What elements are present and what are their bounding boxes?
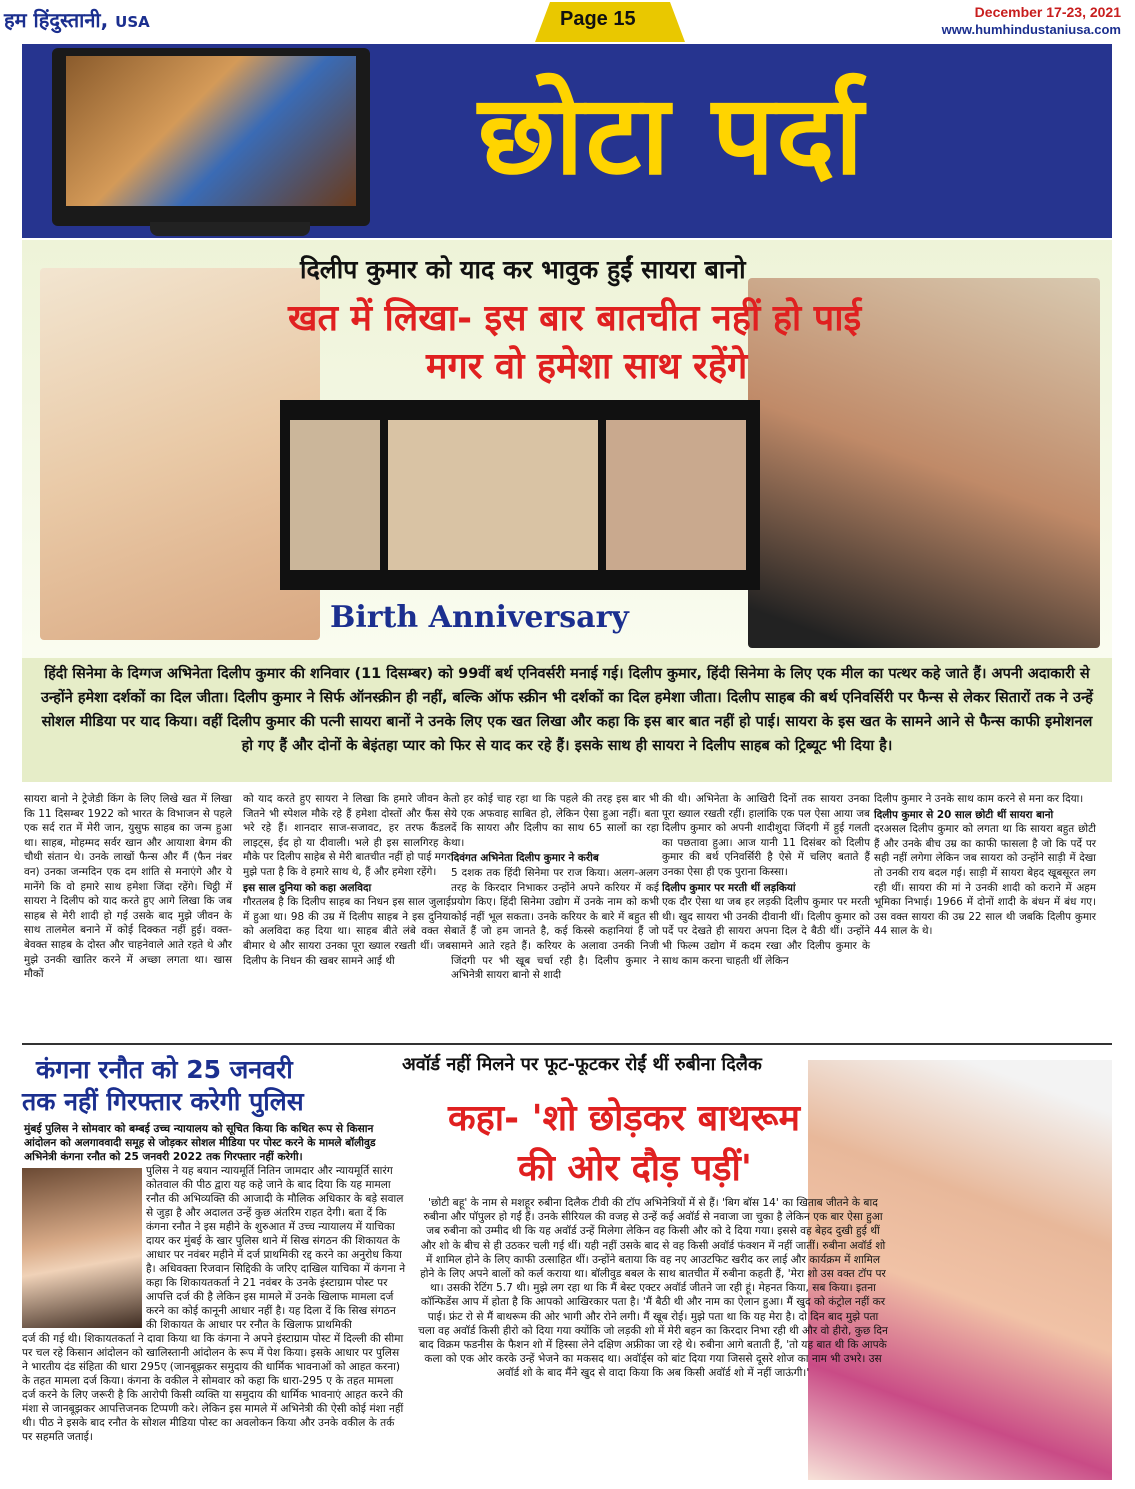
issue-date: December 17-23, 2021	[974, 4, 1121, 20]
website-link[interactable]: www.humhindustaniusa.com	[941, 22, 1121, 37]
column-subheading: दिलीप कुमार पर मरती थीं लड़कियां	[662, 881, 796, 894]
film-frame-photo	[606, 420, 746, 570]
article-column	[451, 792, 659, 983]
column-paragraph: 5 दशक तक हिंदी सिनेमा पर राज किया। अलग-अलग तरह के किरदार निभाकर उन्होंने अपने करियर में कई प्रयोग किए। हिंदी सिनेमा उद्योग में उनके नाम को कभी कोई नहीं भूल सकता। उनके करियर के बारे में बहुत सी बातें हैं जो हम जानते है, कई किस्से कहानियां हैं जो सामने आते रहते हैं। करियर के अलावा उनकी निजी जिंदगी पर भी खूब चर्चा रही है। दिलीप कुमार ने अभिनेत्री सायरा बानो से शादी	[451, 866, 659, 982]
kangana-headline-line2: तक नहीं गिरफ्तार करेगी पुलिस	[22, 1087, 304, 1116]
column-subheading: दिवंगत अभिनेता दिलीप कुमार ने करीब	[451, 852, 599, 865]
kangana-photo	[22, 1168, 142, 1328]
rubina-kicker: अवॉर्ड नहीं मिलने पर फूट-फूटकर रोईं थीं रुबीना दिलैक	[402, 1054, 762, 1075]
tv-stand	[150, 222, 310, 236]
article-column	[874, 792, 1096, 939]
column-paragraph: की थी। अभिनेता के आखिरी दिनों तक सायरा उनका पूरा ख्याल रखती रहीं। हालांकि एक पल ऐसा आया जब दिलीप कुमार को अपनी शादीशुदा जिंदगी में हुई गलती का पछतावा हुआ। आज यानी 11 दिसंबर को दिलीप कुमार की बर्थ एनिवर्सिरी है ऐसे में चलिए बताते हैं उनका ऐसा ही एक पुराना किस्सा।	[662, 793, 870, 878]
photo-caption: Birth Anniversary	[330, 600, 629, 635]
kangana-body: पुलिस ने यह बयान न्यायमूर्ति नितिन जामदार और न्यायमूर्ति सारंग कोतवाल की पीठ द्वारा यह कहे जाने के बाद दिया कि यह मामला रनौत की अभिव्यक्ति की आजादी के मौलिक अधिकार के बड़े सवाल से जुड़ा है और अदालत उन्हें कुछ अंतरिम राहत देगी। बता दें कि कंगना रनौत ने इस महीने के शुरुआत में उच्च न्यायालय में याचिका दायर कर मुंबई के खार पुलिस थाने में सिख संगठन की शिकायत के आधार पर नवंबर महीने में दर्ज प्राथमिकी रद्द करने का अनुरोध किया है। अधिवक्ता रिजवान सिद्दिकी के जरिए दाखिल याचिका में कंगना ने कहा कि शिकायतकर्ता ने 21 नवंबर के उनके इंस्टाग्राम पोस्ट पर आपत्ति दर्ज की है लेकिन इस मामले में उनके खिलाफ मामला दर्ज करने का कोई कानूनी आधार नहीं है। यह दिला दें कि सिख संगठन की शिकायत के आधार पर रनौत के खिलाफ प्राथमिकी	[146, 1165, 406, 1331]
column-subheading: दिलीप कुमार से 20 साल छोटी थीं सायरा बानो	[874, 808, 1054, 821]
kangana-headline: कंगना रनौत को 25 जनवरी	[36, 1055, 293, 1084]
column-paragraph: दरअसल दिलीप कुमार को लगता था कि सायरा बहुत छोटी हैं और उनके बीच उम्र का काफी फासला है जो कि पर्दे पर सही नहीं लगेगा लेकिन जब सायरा को उन्होंने साड़ी में देखा तो उनकी राय बदल गई। साड़ी में सायरा बेहद खूबसूरत लग रही थीं। सायरा की मां ने उनकी शादी को कराने में अहम भूमिका निभाई। 1966 में दोनों शादी के बंधन में बंध गए। उस वक्त सायरा की उम्र 22 साल थी जबकि दिलीप कुमार 44 साल के थे।	[874, 823, 1096, 938]
column-paragraph: को याद करते हुए सायरा ने लिखा कि हमारे जीवन के जितने भी स्पेशल मौके रहे हैं हमेशा दोस्तों और फैंस से भरे रहे हैं। शानदार साज-सजावट, हर तरफ कैंडल लाइट्स, ईद हो या दीवाली। भले ही इस सालगिरह के मौके पर दिलीप साहेब से मेरी बातचीत नहीं हो पाई मगर मुझे पता है कि वे हमारे साथ थे, हैं और हमेशा रहेंगे।	[243, 793, 451, 878]
kangana-body-continued: दर्ज की गई थी। शिकायतकर्ता ने दावा किया था कि कंगना ने अपने इंस्टाग्राम पोस्ट में दिल्ली की सीमा पर चल रहे किसान आंदोलन को खालिस्तानी आंदोलन के रूप में पेश किया। इसके आधार पर पुलिस ने भारतीय दंड संहिता की धारा 295ए (जानबूझकर समुदाय की धार्मिक भावनाओं को आहत करना) के तहत मामला दर्ज किया। कंगना के वकील ने सोमवार को कहा कि धारा-295 ए के तहत मामला दर्ज करने के लिए जरूरी है कि आरोपी किसी व्यक्ति या समुदाय की धार्मिक भावनाएं आहत करने की मंशा से जानबूझकर आपत्तिजनक टिप्पणी करे। लेकिन इस मामले में अभिनेत्री की ऐसी कोई मंशा नहीं थी। पीठ ने इसके बाद रनौत के सोशल मीडिया पोस्ट का अवलोकन किया और उनके वकील के तर्क पर सहमति जताई।	[22, 1333, 404, 1443]
tv-screen-photo	[66, 56, 356, 206]
article-column	[243, 792, 451, 968]
rubina-headline-line2: की ओर दौड़ पड़ीं'	[518, 1148, 752, 1189]
article-column	[662, 792, 870, 968]
newspaper-region: USA	[115, 13, 150, 31]
section-title: छोटा पर्दा	[478, 71, 866, 199]
intro-paragraph: हिंदी सिनेमा के दिग्गज अभिनेता दिलीप कुमार की शनिवार (11 दिसम्बर) को 99वीं बर्थ एनिवर्सरी मनाई गई। दिलीप कुमार, हिंदी सिनेमा के लिए एक मील का पत्थर कहे जाते हैं। अपनी अदाकारी से उन्होंने हमेशा दर्शकों का दिल जीता। दिलीप कुमार ने सिर्फ ऑनस्क्रीन ही नहीं, बल्कि ऑफ स्क्रीन भी दर्शकों का दिल हमेशा जीता। दिलीप साहब की बर्थ एनिवर्सिरी पर फैन्स से लेकर सितारों तक ने उन्हें सोशल मीडिया पर याद किया। वहीं दिलीप कुमार की पत्नी सायरा बानों ने उनके लिए एक खत लिखा और कहा कि इस बार बात नहीं हो पाई। सायरा के इस खत के सामने आने से फैन्स काफी इमोशनल हो गए हैं और दोनों के बेइंतहा प्यार को फिर से याद कर रहे हैं। इसके साथ ही सायरा ने दिलीप साहब को ट्रिब्यूट भी दिया है।	[40, 666, 1094, 754]
rubina-headline: कहा- 'शो छोड़कर बाथरूम	[448, 1098, 801, 1139]
column-paragraph: सायरा बानो ने ट्रेजेडी किंग के लिए लिखे खत में लिखा कि 11 दिसम्बर 1922 को भारत के विभाजन से पहले एक सर्द रात में मेरी जान, युसुफ साहब का जन्म हुआ था। साहब, मोहम्मद सर्वर खान और आयाशा बेगम की चौथी संतान थे। उनके लाखों फैन्स और मैं (फैन नंबर वन) उनका जन्मदिन एक दम शांति से मनाएंगे और ये मानेंगे कि वो हमारे साथ हमेशा जिंदा रहेंगे। चिट्ठी में सायरा ने दिलीप को याद करते हुए आगे लिखा कि जब साहब से मेरी शादी हो गई उसके बाद मुझे जीवन के साथ तालमेल बनाने में कोई दिक्कत नहीं हुई। वक्त-बेवक्त साहब के दोस्त और चाहनेवाले आते रहते थे और मुझे उनकी खातिर करने में अच्छा लगता था। खास मौकों	[24, 793, 232, 981]
column-paragraph: दिलीप कुमार ने उनके साथ काम करने से मना कर दिया।	[874, 793, 1084, 805]
column-paragraph: एक दौर ऐसा था जब हर लड़की दिलीप कुमार पर मरती थी। खुद सायरा भी उनकी दीवानी थीं। दिलीप कुमार को पर्दे पर देखते ही सायरा अपना दिल दे बैठी थीं। उन्होंने भी फिल्म उद्योग में कदम रखा और दिलीप कुमार के साथ काम करना चाहती थीं लेकिन	[662, 896, 870, 967]
newspaper-name: हम हिंदुस्तानी, USA	[4, 8, 150, 32]
column-paragraph: गौरतलब है कि दिलीप साहब का निधन इस साल जुलाई में हुआ था। 98 की उम्र में दिलीप साहब ने इस दुनिया को अलविदा कह दिया था। साहब बीते लंबे वक्त से बीमार थे और सायरा उनका पूरा ख्याल रखती थीं। जब दिलीप के निधन की खबर सामने आई थी	[243, 896, 451, 967]
column-paragraph: तो हर कोई चाह रहा था कि पहले की तरह इस बार भी ये एक अफवाह साबित हो, लेकिन ऐसा हुआ नहीं। बता दें कि सायरा और दिलीप का साथ 65 सालों का रहा था।	[451, 793, 659, 849]
feature-kicker: दिलीप कुमार को याद कर भावुक हुईं सायरा बानो	[300, 255, 746, 284]
article-column	[24, 792, 232, 982]
film-frame-photo	[388, 420, 598, 570]
section-divider	[22, 1043, 1112, 1045]
feature-headline: खत में लिखा- इस बार बातचीत नहीं हो पाई	[288, 298, 862, 339]
page-number: Page 15	[560, 8, 636, 30]
column-subheading: इस साल दुनिया को कहा अलविदा	[243, 881, 372, 894]
rubina-body: 'छोटी बहू' के नाम से मशहूर रुबीना दिलैक टीवी की टॉप अभिनेत्रियों में से हैं। 'बिग बॉस 14' का खिताब जीतने के बाद रुबीना और पॉपुलर हो गईं हैं। उनके सीरियल की वजह से उन्हें कई अवॉर्ड से नवाजा जा चुका है लेकिन एक बार ऐसा हुआ जब रुबीना को उम्मीद थी कि यह अवॉर्ड उन्हें मिलेगा लेकिन वह किसी और को दे दिया गया। इससे वह बेहद दुखी हुई थीं और शो के बीच से ही उठकर चली गई थीं। यही नहीं उसके बाद से वह किसी अवॉर्ड फंक्शन में नहीं जातीं। रुबीना अवॉर्ड शो में शामिल होने के लिए काफी उत्साहित थीं। उन्होंने बताया कि वह नए आउटफिट खरीद कर लाई और कार्यक्रम में शामिल होने के लिए अपने बालों को कर्ल कराया था। बॉलीवुड बबल के साथ बातचीत में रुबीना कहती हैं, 'मेरा शो उस वक्त टॉप पर था। उसकी रेटिंग 5.7 थी। मुझे लग रहा था कि मैं बेस्ट एक्टर अवॉर्ड जीतने जा रही हूं। मेहनत किया, सब किया। इतना कॉन्फिडेंस आप में होता है कि आपको आखिरकार पता है। 'मैं बैठी थी और नाम का ऐलान हुआ। मैं खुद को कंट्रोल नहीं कर पाई। फ्रंट रो से मैं बाथरूम की ओर भागी और रोने लगी। मैं खूब रोई। मुझे पता था कि यह मेरा है। दो दिन बाद मुझे पता चला वह अवॉर्ड किसी हीरो को दिया गया क्योंकि जो लड़की शो में मेरी बहन का किरदार निभा रही थी और वो हीरो, कुछ दिन बाद विक्रम फडनीस के फैशन शो में हिस्सा लेने दक्षिण अफ्रीका जा रहे थे। रुबीना आगे बताती हैं, 'तो यह बात थी कि आपके कला को एक ओर करके उन्हें भेजने का मकसद था। अवॉर्ड्स को बांट दिया गया जिससे दूसरे शोज का नाम भी उभरे। उस अवॉर्ड शो के बाद मैंने खुद से वादा किया कि अब किसी अवॉर्ड शो में नहीं जाऊंगी।'	[418, 1197, 888, 1380]
dilip-kumar-portrait-left	[40, 268, 320, 640]
kangana-lead: मुंबई पुलिस ने सोमवार को बम्बई उच्च न्यायालय को सूचित किया कि कथित रूप से किसान आंदोलन को अलगाववादी समूह से जोड़कर सोशल मीडिया पर पोस्ट करने के मामले बॉलीवुड अभिनेत्री कंगना रनौत को 25 जनवरी 2022 तक गिरफ्तार नहीं करेगी।	[24, 1123, 376, 1163]
feature-headline-line2: मगर वो हमेशा साथ रहेंगे	[426, 346, 748, 387]
film-frame-photo	[290, 420, 380, 570]
